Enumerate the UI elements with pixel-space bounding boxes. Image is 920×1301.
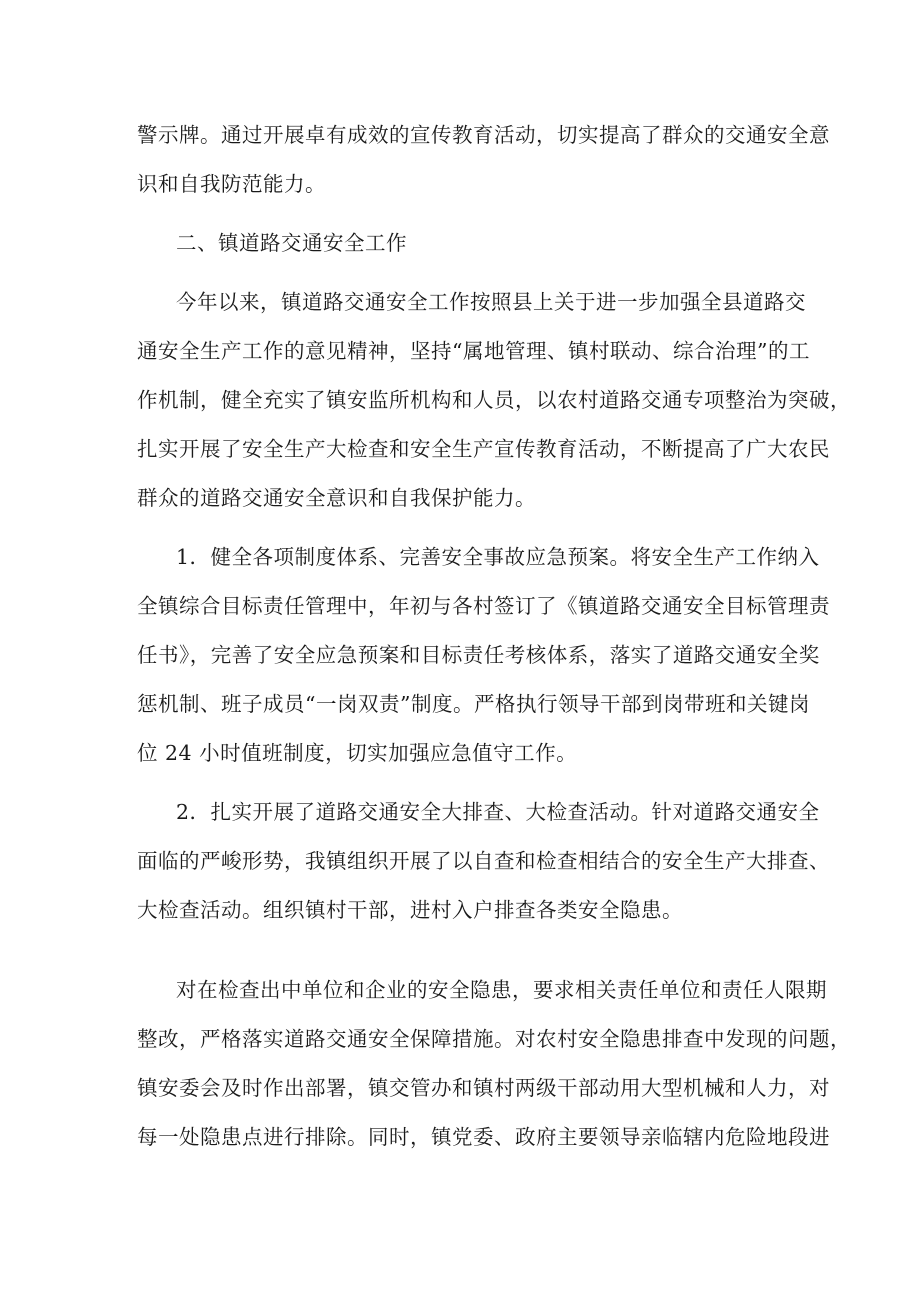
paragraph-line: 整改，严格落实道路交通安全保障措施。对农村安全隐患排查中发现的问题，: [137, 1027, 851, 1051]
paragraph-line: 作机制，健全充实了镇安监所机构和人员，以农村道路交通专项整治为突破，: [137, 388, 851, 412]
paragraph-line: 镇安委会及时作出部署，镇交管办和镇村两级干部动用大型机械和人力，对: [137, 1076, 830, 1100]
section-heading: 二、镇道路交通安全工作: [176, 231, 407, 255]
paragraph-line: 对在检查出中单位和企业的安全隐患，要求相关责任单位和责任人限期: [176, 978, 827, 1002]
paragraph-line: 位 24 小时值班制度，切实加强应急值守工作。: [137, 741, 578, 765]
paragraph-line: 任书》，完善了安全应急预案和目标责任考核体系，落实了道路交通安全奖: [137, 643, 820, 667]
paragraph-line: 每一处隐患点进行排除。同时，镇党委、政府主要领导亲临辖内危险地段进: [137, 1125, 830, 1149]
paragraph-line: 今年以来，镇道路交通安全工作按照县上关于进一步加强全县道路交: [176, 290, 806, 314]
paragraph-line: 群众的道路交通安全意识和自我保护能力。: [137, 486, 536, 510]
paragraph-line: 面临的严峻形势，我镇组织开展了以自查和检查相结合的安全生产大排查、: [137, 849, 830, 873]
paragraph-line: 扎实开展了安全生产大检查和安全生产宣传教育活动，不断提高了广大农民: [137, 437, 830, 461]
paragraph-line: 2．扎实开展了道路交通安全大排查、大检查活动。针对道路交通安全: [176, 800, 820, 824]
paragraph-line: 全镇综合目标责任管理中，年初与各村签订了《镇道路交通安全目标管理责: [137, 594, 830, 618]
paragraph-line: 通安全生产工作的意见精神，坚持“属地管理、镇村联动、综合治理”的工: [137, 339, 810, 363]
paragraph-line: 警示牌。通过开展卓有成效的宣传教育活动，切实提高了群众的交通安全意: [137, 123, 830, 147]
paragraph-line: 1．健全各项制度体系、完善安全事故应急预案。将安全生产工作纳入: [176, 545, 820, 569]
paragraph-line: 识和自我防范能力。: [137, 172, 326, 196]
paragraph-line: 大检查活动。组织镇村干部，进村入户排查各类安全隐患。: [137, 898, 683, 922]
paragraph-line: 惩机制、班子成员“一岗双责”制度。严格执行领导干部到岗带班和关键岗: [137, 692, 810, 716]
